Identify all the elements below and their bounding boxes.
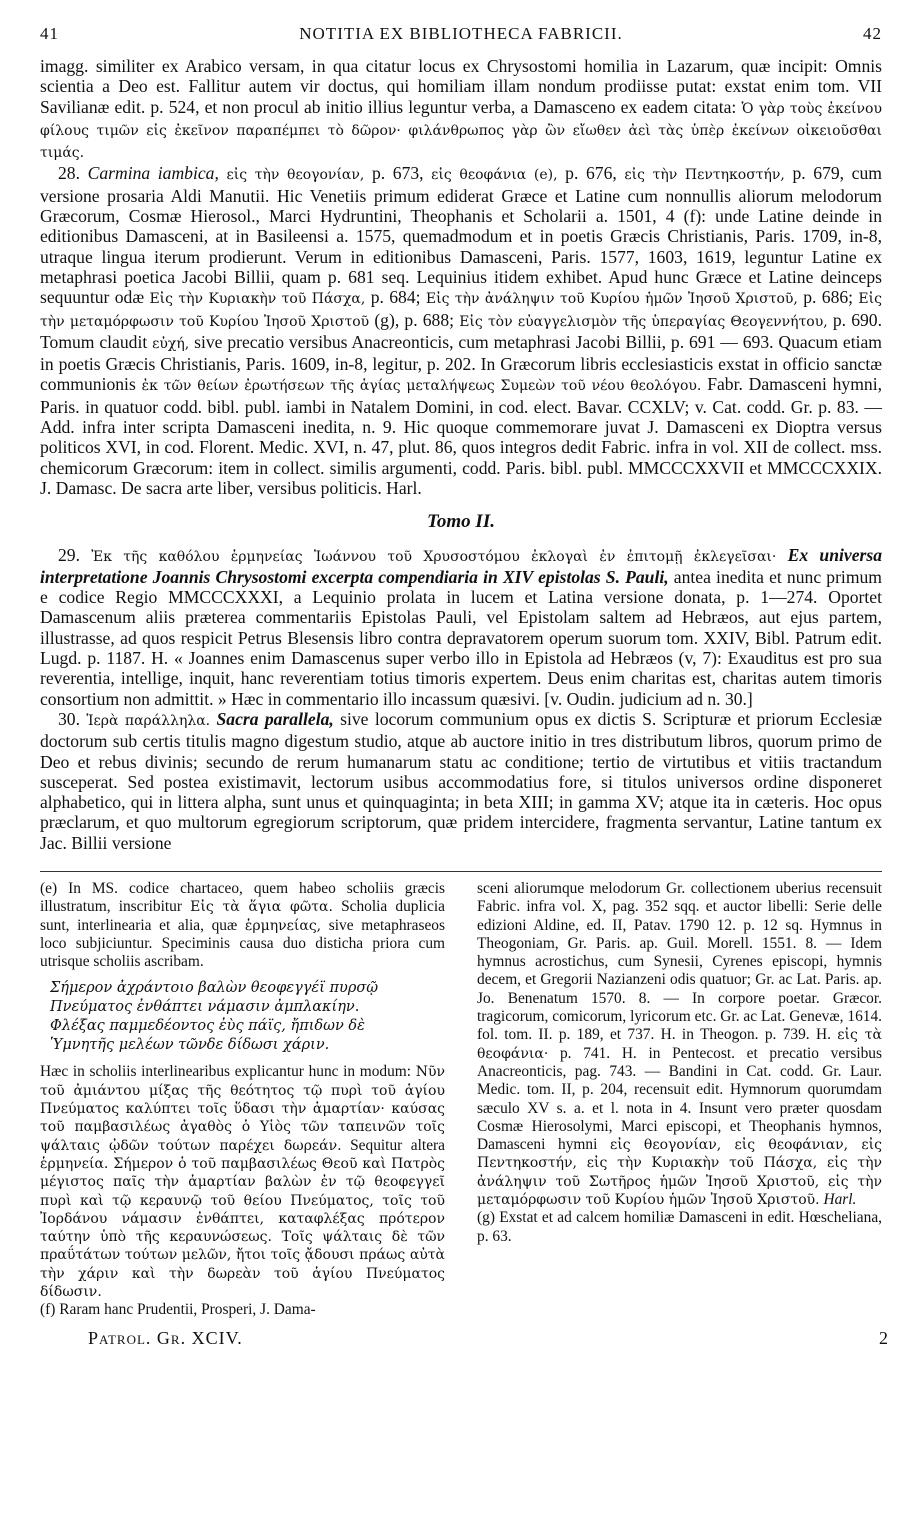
greek-text: ἑρμηνεία. Σήμερον ὁ τοῦ παμβασιλέως Θεοῦ καὶ Πατρὸς μέγιστος παῖς τὴν ἁμαρτίαν βαλὼν ἐν τῷ θεοφεγγεῖ πυρὶ καὶ τῷ κεραυνῷ τοῦ θείου Πνεύματος, τοῖς τοῦ Ἰορδάνου νάμασιν ἐνθάπτει, καταφλέξας πρότερον ταύτην ὑπὸ τῆς κεραυνώσεως. Τοῖς ψάλταις δὲ τῶν πραΰτάτων τούτων μελῶν, ἤτοι τοῖς ᾄδουσι πράως αὐτὰ τὴν χάριν καὶ τὴν δωρεὰν τοῦ ἁγίου Πνεύματος δίδωσιν.: [40, 1155, 445, 1301]
paragraph-continuation: [40, 56, 882, 163]
text-segment: (g), p. 688;: [374, 309, 455, 330]
greek-text: Νῦν τοῦ ἀμιάντου μίξας τῆς θεότητος τῷ πυρὶ τοῦ ἁγίου Πνεύματος καλύπτει τοῖς ὕδασι τὴν ἁμαρτίαν· καύσας τοῦ παμβασιλέως ἀγαθὸς ὁ Υἱὸς τῶν ταπεινῶν τοῖς ψάλταις ᾠδῶν τούτων παρέχει δωρεάν.: [40, 1064, 445, 1154]
greek-text: εἰς τὴν Πεντηκοστήν,: [624, 167, 785, 184]
running-head: [40, 24, 882, 50]
greek-text: Εἰς τὰ ἅγια φῶτα.: [190, 899, 333, 916]
footnotes-left-column: [40, 880, 445, 1320]
text-segment: Fabr. Damasceni hymni, Paris. in quatuor codd. bibl. publ. iambi in Natalem Domini, in cod. elect. Bavar. CCXLV; v. Cat. codd. Gr. p. 83. — Add. infra inter scripta Damasceni inedita, n. 9. Hic quoque commemorare juvat J. Damasceni ex Dioptra versus politicos XVI, in cod. Florent. Medic. XVI, n. 47, plut. 86, quos integros dedit Fabric. infra in vol. XII de collect. mss. chemicorum Græcorum: item in collect. similis argumenti, codd. Paris. bibl. publ. MMCCCXXVII et MMCCCXXIX. J. Damasc. De sacra arte liber, versibus politicis. Harl.: [40, 374, 882, 498]
greek-text: εἰς τὰ θεοφάνια·: [477, 1027, 882, 1062]
signature-mark: Patrol. Gr. XCIV.: [88, 1327, 243, 1348]
verse-line: Ὑμνητῆς μελέων τῶνδε δίδωσι χάριν.: [50, 1037, 330, 1054]
item-number-30: 30.: [58, 708, 80, 729]
text-segment: (e) In MS. codice chartaceo, quem habeo scholiis græcis illustratum, inscribitur: [40, 879, 445, 916]
greek-text: εἰς θεογονίαν, εἰς θεοφάνιαν, εἰς Πεντηκοστήν, εἰς τὴν Κυριακὴν τοῦ Πάσχα, εἰς τὴν ἀνάληψιν τοῦ Σωτῆρος ἡμῶν Ἰησοῦ Χριστοῦ, εἰς τὴν μεταμόρφωσιν τοῦ Κυρίου ἡμῶν Ἰησοῦ Χριστοῦ.: [477, 1137, 882, 1209]
text-segment: Harl.: [823, 1191, 857, 1209]
footnote-e-scholia: [40, 1063, 445, 1301]
text-segment: p. 679, cum versione prosaria Aldi Manutii. Hic Venetiis primum ediderat Græce et Latine cum nonnullis aliorum melodorum Græcorum, Cosmæ Hierosol., Marci Hydruntini, Theophanis et Scholarii a. 1501, 4 (f): unde Latine deinde in editionibus Damasceni, at in Basileensi a. 1575, quemadmodum et in poetis Græcis Christianis, Paris. 1709, in-8, utraque lingua iterum prodierunt. Verum in editionibus Damasceni, Paris. 1577, 1603, 1619, leguntur Latine ex metaphrasi poetica Jacobi Billii, quam p. 681 seq. Lequinius itidem exhibet. Apud hunc Græce et Latine deinceps sequuntur odæ: [40, 163, 882, 308]
verse-line: Πνεύματος ἐνθάπτει νάμασιν ἀμπλακίην.: [50, 999, 360, 1016]
text-segment: Hæc in scholiis interlinearibus explicantur hunc in modum:: [40, 1063, 412, 1081]
greek-title-30: Ἱερὰ παράλληλα.: [86, 712, 211, 729]
text-p1: imagg. similiter ex Arabico versam, in qua citatur locus ex Chrysostomi homilia in Lazarum, quæ incipit: Omnis scientia a Deo est. Fallitur autem vir doctus, qui homiliam illam nondum prodiisse putat: exstat enim tom. VII Savilianæ edit. p. 524, et non procul ab initio illius leguntur verba, a Damasceno ex eadem citata:: [40, 56, 882, 117]
page-number-right: 42: [863, 24, 882, 43]
footnote-g: (g) Exstat et ad calcem homiliæ Damasceni in edit. Hœscheliana, p. 63.: [477, 1209, 882, 1245]
text-segment: p. 741. H. in Pentecost. et precatio versibus Anacreonticis, pag. 743. — Bandini in Cat. codd. Gr. Laur. Medic. tom. II, p. 204, recensuit edit. Hymnorum quorumdam sæculo XV s. a. et l. nota in 4. Insunt vero præter quosdam Cosmæ Hierosolymi, Marci episcopi, et Theophanis hymnos, Damasceni hymni: [477, 1044, 882, 1154]
text-segment: sive metaphraseos loco subjiciuntur. Speciminis causa duo disticha priora cum utrisque scholiis ascribam.: [40, 916, 445, 971]
greek-text: Εἰς τὴν Κυριακὴν τοῦ Πάσχα,: [149, 291, 366, 308]
greek-text: ἑρμηνείας,: [244, 917, 322, 934]
footnote-rule: [40, 871, 882, 872]
greek-text: Εἰς τὴν μεταμόρφωσιν τοῦ Κυρίου Ἰησοῦ Χριστοῦ: [40, 291, 882, 330]
page-footer: [40, 1328, 888, 1349]
greek-quote-p1: Ὁ γὰρ τοὺς ἐκείνου φίλους τιμῶν εἰς ἐκεῖνον παραπέμπει τὸ δῶρον· φιλάνθρωπος γὰρ ὢν εἴωθεν ἀεὶ τὰς ὑπὲρ ἐκείνων οἰκειοῦσθαι τιμάς.: [40, 100, 882, 162]
greek-title-29: Ἐκ τῆς καθόλου ἑρμηνείας Ἰωάννου τοῦ Χρυσοστόμου ἐκλογαὶ ἐν ἐπιτομῇ ἐκλεγεῖσαι·: [91, 548, 777, 565]
greek-text: Εἰς τὸν εὐαγγελισμὸν τῆς ὑπεραγίας Θεογεννήτου,: [459, 313, 828, 330]
verse-block: [50, 979, 445, 1055]
text-segment: p. 673,: [371, 163, 424, 184]
greek-text: Εἰς τὴν ἀνάληψιν τοῦ Κυρίου ἡμῶν Ἰησοῦ Χριστοῦ,: [425, 291, 798, 308]
footnote-f-continued: [477, 880, 882, 1209]
text-segment: sceni aliorumque melodorum Gr. collectionem uberius recensuit Fabric. infra vol. X, pag. 352 sqq. et auctor libelli: Serie delle edizioni Aldine, ed. II, Patav. 1790 12. p. 12 sq. Hymnus in Theogoniam, Gr. Paris. ap. Guil. Morell. 1551. 8. — Idem hymnus acrostichus, cum Synesii, Cyrenes episcopi, hymnis decem, et Gregorii Nazianzeni odis quatuor; Gr. ac Lat. Paris. ap. Jo. Benenatum 1570. 8. — In corpore poetar. Græcor. tragicorum, comicorum, lyricorum etc. Gr. ac Lat. Genevæ, 1614. fol. tom. II. p. 189, et 737. H. in Theogon. p. 739. H.: [477, 879, 882, 1044]
section-title: Tomo II.: [427, 511, 495, 533]
item-title-28: Carmina iambica,: [87, 163, 219, 184]
greek-text: εὐχή,: [152, 335, 190, 352]
verse-line: Φλέξας παμμεδέοντος ἐὺς πάϊς, ἤπιδων δὲ: [50, 1018, 365, 1035]
footnote-e: [40, 880, 445, 971]
item-number-29: 29.: [58, 544, 80, 565]
main-text: [40, 56, 882, 853]
text-segment: p. 690. Tomum claudit: [40, 309, 882, 352]
running-title: NOTITIA EX BIBLIOTHECA FABRICII.: [299, 24, 623, 43]
greek-text: εἰς τὴν θεογονίαν,: [226, 167, 365, 184]
item-number-28: 28.: [58, 163, 80, 184]
item-title-30: Sacra parallela,: [216, 708, 334, 729]
paragraph-28: [40, 163, 882, 498]
text-segment: p. 686;: [803, 287, 854, 308]
text-segment: p. 684;: [370, 287, 421, 308]
text-segment: Sequitur altera: [350, 1136, 445, 1154]
text-p30: sive locorum communium opus ex dictis S. Scripturæ et priorum Ecclesiæ doctorum sub certis titulis magno digestum studio, atque ab auctore initio in tres distributum libros, quorum primo de Deo et rebus divinis; secundo de rerum humanarum statu ac conditione; tertio de virtutibus et vitiis tractandum susceperat. Sed postea existimavit, lectorum usibus accommodatius fore, si titulos universos ordine disponeret alphabetico, qui in littera alpha, sunt unus et quinquaginta; in beta XIII; in gamma XV; atque ita in cæteris. Hoc opus præclarum, et quo multorum egregiorum scriptorum, quæ pridem intercidere, fragmenta servantur, Latine tantum ex Jac. Billii versione: [40, 708, 883, 853]
paragraph-29: [40, 545, 882, 709]
verse-line: Σήμερον ἀχράντοιο βαλὼν θεοφεγγέϊ πυρσῷ: [50, 980, 379, 997]
greek-text: ἐκ τῶν θείων ἐρωτήσεων τῆς ἁγίας μεταλήψεως Συμεὼν τοῦ νέου θεολόγου.: [141, 378, 702, 395]
footnote-f-start: (f) Raram hanc Prudentii, Prosperi, J. Dama-: [40, 1301, 316, 1319]
footnotes: [40, 880, 882, 1320]
page-number-left: 41: [40, 24, 59, 43]
greek-text: εἰς θεοφάνια (e),: [431, 167, 558, 184]
text-segment: p. 676,: [565, 163, 617, 184]
text-segment: sive precatio versibus Anacreonticis, cum metaphrasi Jacobi Billii, p. 691 — 693. Quacum etiam in poetis Græcis Christianis, Paris. 1609, in-8, legitur, p. 202. In Græcorum libris ecclesiasticis exstat in officio sanctæ communionis: [40, 331, 882, 395]
text-p29: antea inedita et nunc primum e codice Regio MMCCCXXXI, a Lequinio prolata in lucem et Latina versione donata, p. 1—274. Oportet Damascenum aliis præterea commentariis Epistolas Pauli, vel Epistolam saltem ad Hebræos, aut ejus partem, illustrasse, ad quos respicit Petrus Blesensis libro contra depravatorem operum suorum tom. XXIV, Bibl. Patrum edit. Lugd. p. 1187. H. « Joannes enim Damascenus super verbo illo in Epistola ad Hebræos (v, 7): Exauditus est pro sua reverentia, intellige, inquit, hanc reverentiam totius timoris expertem. Deus enim charitas est, charitas autem timoris consortium non admittit. » Hæc in commentario illo incassum quæsivi. [v. Oudin. judicium ad n. 30.]: [40, 566, 882, 709]
page: [40, 24, 888, 1349]
paragraph-30: [40, 709, 882, 853]
footnotes-right-column: [477, 880, 882, 1320]
text-segment: Scholia duplicia sunt, interlinearia et alia, quæ: [40, 898, 445, 934]
sheet-number: 2: [879, 1327, 888, 1348]
item-title-29: Ex universa interpretatione Joannis Chrysostomi excerpta compendiaria in XIV epistolas S. Pauli,: [40, 544, 882, 587]
